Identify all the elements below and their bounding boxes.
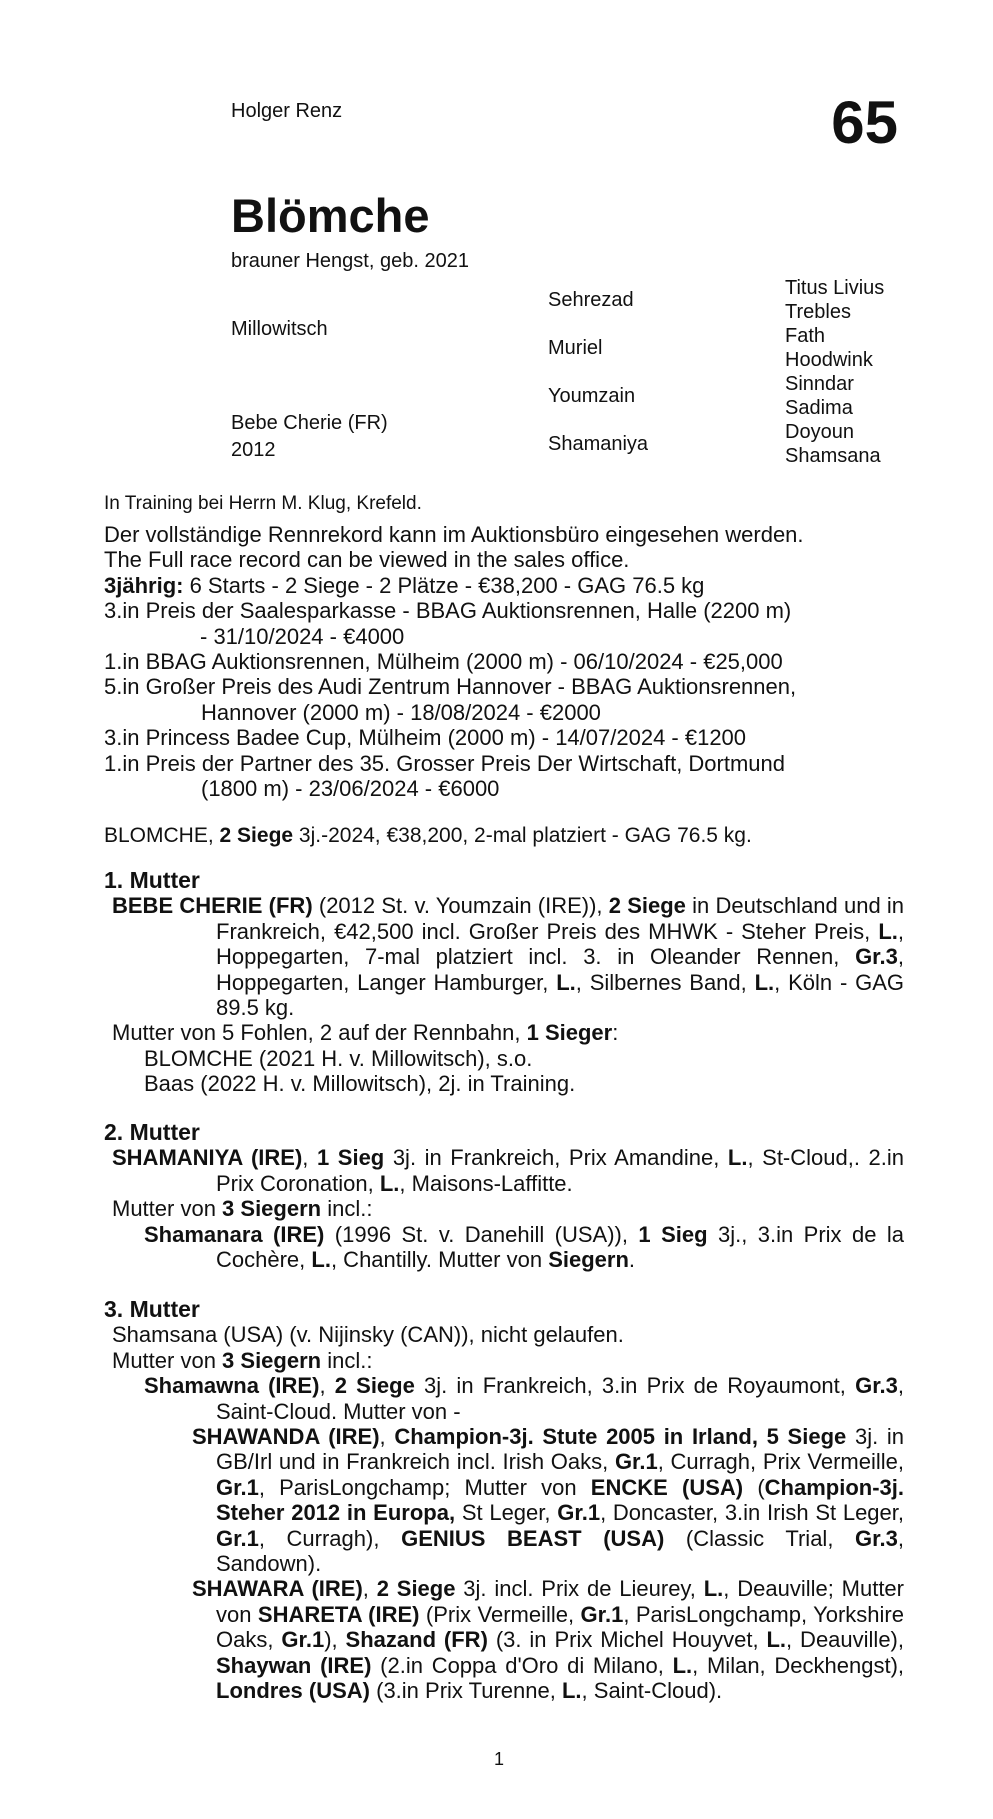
pedigree-gen3: Trebles xyxy=(785,301,851,323)
dam1-bold: L. xyxy=(754,969,775,995)
dam2-child-seg: . xyxy=(628,1247,636,1273)
summary-wins: 2 Siege xyxy=(219,824,294,847)
dam1-name: BEBE CHERIE (FR) xyxy=(112,893,313,919)
dam1-foal: Baas (2022 H. v. Millowitsch), 2j. in Training. xyxy=(144,1071,576,1097)
dam3-bold: Gr.1 xyxy=(216,1474,259,1500)
dam3-seg: (Classic Trial, xyxy=(664,1525,856,1551)
consignor-name: Holger Renz xyxy=(231,100,343,122)
dam3-bold: Champion-3j. Steher 2012 in Europa, xyxy=(216,1474,904,1526)
dam1-bold: L. xyxy=(556,969,576,995)
dam3-seg: , Deauville; Mutter von xyxy=(216,1576,904,1627)
dam3-bold: Gr.3 xyxy=(855,1373,898,1399)
dam3-bold: L. xyxy=(766,1627,787,1653)
dam3-seg: ), xyxy=(324,1627,346,1653)
dam3-seg: , xyxy=(379,1424,395,1450)
dam1-seg: , Köln - GAG 89.5 kg. xyxy=(216,969,904,1021)
dam3-seg: , Milan, Deckhengst), xyxy=(692,1652,905,1678)
page-number: 1 xyxy=(494,1749,505,1769)
dam2-name: SHAMANIYA (IRE) xyxy=(112,1145,303,1171)
age-stats: 6 Starts - 2 Siege - 2 Plätze - €38,200 - GAG 76.5 kg xyxy=(183,572,705,598)
dam1-seg: , Hoppegarten, 7-mal platziert incl. 3. in Oleander Rennen, xyxy=(216,918,904,970)
dam1-bold: L. xyxy=(878,918,898,944)
pedigree-dam: Bebe Cherie (FR) xyxy=(231,412,388,434)
dam1-foal: BLOMCHE (2021 H. v. Millowitsch), s.o. xyxy=(144,1045,533,1071)
dam3-seg: , Curragh, Prix Vermeille, xyxy=(657,1449,904,1475)
dam3-seg: 3j. in GB/Irl und in Frankreich incl. Irish Oaks, xyxy=(216,1424,904,1475)
dam3-bold: Champion-3j. Stute 2005 in Irland, 5 Siege xyxy=(394,1424,847,1450)
horse-description: brauner Hengst, geb. 2021 xyxy=(231,250,469,272)
dam3-bold: 2 Siege xyxy=(376,1576,456,1602)
dam2-section xyxy=(104,1120,904,1272)
dam1-heading: 1. Mutter xyxy=(104,867,200,893)
dam3-seg: ( xyxy=(743,1474,765,1500)
dam2-produce-pre: Mutter von xyxy=(112,1196,223,1222)
dam3-child-a xyxy=(104,1373,904,1424)
dam3-seg: (3. in Prix Michel Houyvet, xyxy=(487,1627,767,1653)
race-line-cont: - 31/10/2024 - €4000 xyxy=(200,623,405,649)
race-line: 5.in Großer Preis des Audi Zentrum Hannover - BBAG Auktionsrennen, xyxy=(104,674,797,700)
pedigree-gen2: Youmzain xyxy=(548,385,636,407)
dam3-grandchild-c xyxy=(104,1576,904,1703)
dam3-line1: Shamsana (USA) (v. Nijinsky (CAN)), nicht gelaufen. xyxy=(112,1322,624,1348)
dam2-produce-bold: 3 Siegern xyxy=(222,1196,322,1222)
dam2-produce xyxy=(104,1196,904,1221)
dam3-seg: (2.in Coppa d'Oro di Milano, xyxy=(371,1652,673,1678)
dam3-seg: St Leger, xyxy=(455,1500,558,1526)
dam2-heading: 2. Mutter xyxy=(104,1119,200,1145)
dam2-bold: L. xyxy=(379,1170,400,1196)
dam3-heading: 3. Mutter xyxy=(104,1296,200,1322)
dam1-text xyxy=(104,893,904,1020)
pedigree-gen3: Sadima xyxy=(785,397,853,419)
record-note-de: Der vollständige Rennrekord kann im Auktionsbüro eingesehen werden. xyxy=(104,522,804,547)
dam3-bold: SHARETA (IRE) xyxy=(257,1601,420,1627)
pedigree-gen3: Shamsana xyxy=(785,445,881,467)
dam3-bold: 2 Siege xyxy=(334,1373,415,1399)
dam1-seg: , Silbernes Band, xyxy=(575,969,755,995)
dam3-seg: , Sandown). xyxy=(216,1525,904,1577)
pedigree-gen3: Titus Livius xyxy=(785,277,885,299)
dam3-bold: Shaywan (IRE) xyxy=(216,1652,372,1678)
dam3-bold: L. xyxy=(672,1652,693,1678)
dam2-seg: 3j. in Frankreich, Prix Amandine, xyxy=(384,1145,728,1171)
dam1-produce-post: : xyxy=(612,1020,619,1046)
pedigree-dam-year: 2012 xyxy=(231,439,276,461)
dam3-seg: , ParisLongchamp, Yorkshire Oaks, xyxy=(216,1601,904,1653)
dam2-child-seg: 3j., 3.in Prix de la Cochère, xyxy=(216,1221,904,1273)
race-line: 1.in BBAG Auktionsrennen, Mülheim (2000 m) - 06/10/2024 - €25,000 xyxy=(104,649,783,675)
dam3-bold: L. xyxy=(703,1576,724,1602)
dam1-seg: in Deutschland und in Frankreich, €42,500 incl. Großer Preis des MHWK - Steher Preis, xyxy=(216,893,905,944)
dam2-child-bold: L. xyxy=(311,1247,331,1273)
pedigree-gen2: Muriel xyxy=(548,337,603,359)
race-record xyxy=(104,522,904,801)
pedigree-gen2: Sehrezad xyxy=(548,289,634,311)
dam3-bold: L. xyxy=(561,1678,582,1704)
pedigree-gen3: Hoodwink xyxy=(785,349,873,371)
dam1-section xyxy=(104,868,904,1097)
dam2-text xyxy=(104,1145,904,1196)
dam1-seg: (2012 St. v. Youmzain (IRE)), xyxy=(312,893,609,919)
dam3-bold: Gr.1 xyxy=(281,1627,325,1653)
dam2-seg: , St-Cloud,. 2.in Prix Coronation, xyxy=(216,1145,905,1196)
dam3-seg: , Curragh), xyxy=(258,1525,402,1551)
age-label: 3jährig: xyxy=(104,572,184,598)
dam3-produce xyxy=(104,1348,904,1373)
dam3-seg: , xyxy=(362,1576,377,1602)
dam3-seg: , Saint-Cloud. Mutter von - xyxy=(216,1373,905,1424)
pedigree-gen2: Shamaniya xyxy=(548,433,649,455)
dam3-seg: , Saint-Cloud). xyxy=(581,1678,723,1704)
dam2-child-name: Shamanara (IRE) xyxy=(144,1221,325,1247)
dam3-section xyxy=(104,1297,904,1704)
dam2-bold: L. xyxy=(727,1145,748,1171)
dam2-child-seg: (1996 St. v. Danehill (USA)), xyxy=(324,1221,639,1247)
dam3-produce-pre: Mutter von xyxy=(112,1347,223,1373)
dam3-seg: , Deauville), xyxy=(786,1627,904,1653)
dam3-seg: , xyxy=(319,1373,335,1399)
dam3-produce-post: incl.: xyxy=(321,1347,373,1373)
dam1-produce xyxy=(104,1020,904,1045)
dam3-seg: , Doncaster, 3.in Irish St Leger, xyxy=(600,1500,905,1526)
dam3-produce-bold: 3 Siegern xyxy=(222,1347,322,1373)
dam1-bold: 2 Siege xyxy=(608,893,686,919)
record-age-summary xyxy=(104,573,904,598)
dam2-child-seg: , Chantilly. Mutter von xyxy=(330,1247,549,1273)
dam1-bold: Gr.3 xyxy=(855,944,898,970)
dam3-bold: Gr.1 xyxy=(614,1449,658,1475)
pedigree-sire: Millowitsch xyxy=(231,318,328,340)
dam3-bold: Gr.1 xyxy=(216,1525,259,1551)
race-line: 3.in Preis der Saalesparkasse - BBAG Auktionsrennen, Halle (2200 m) xyxy=(104,598,792,624)
dam1-produce-pre: Mutter von 5 Fohlen, 2 auf der Rennbahn, xyxy=(112,1020,527,1046)
dam3-seg: 3j. incl. Prix de Lieurey, xyxy=(455,1576,704,1602)
dam3-bold: Shazand (FR) xyxy=(345,1627,488,1653)
dam2-seg: , Maisons-Laffitte. xyxy=(399,1170,573,1196)
horse-name: Blömche xyxy=(231,189,430,242)
dam3-grandchild-b xyxy=(104,1424,904,1576)
summary-prefix: BLOMCHE, xyxy=(104,824,220,847)
dam3-child-a-name: Shamawna (IRE) xyxy=(144,1373,320,1399)
dam2-seg: , xyxy=(302,1145,317,1171)
dam3-seg: (Prix Vermeille, xyxy=(419,1601,581,1627)
dam3-grandchild-c-name: SHAWARA (IRE) xyxy=(192,1576,363,1602)
summary-rest: 3j.-2024, €38,200, 2-mal platziert - GAG 76.5 kg. xyxy=(293,824,752,847)
training-info: In Training bei Herrn M. Klug, Krefeld. xyxy=(104,493,422,514)
dam3-grandchild-b-name: SHAWANDA (IRE) xyxy=(192,1424,380,1450)
pedigree-gen3: Fath xyxy=(785,325,826,347)
race-line-cont: (1800 m) - 23/06/2024 - €6000 xyxy=(201,776,500,802)
dam3-seg: 3j. in Frankreich, 3.in Prix de Royaumont, xyxy=(414,1373,856,1399)
lot-number: 65 xyxy=(831,89,898,156)
dam1-seg: , Hoppegarten, Langer Hamburger, xyxy=(216,944,904,995)
pedigree-gen3: Sinndar xyxy=(785,373,854,395)
career-summary xyxy=(104,824,752,848)
dam2-child-bold: 1 Sieg xyxy=(638,1221,708,1247)
dam3-bold: ENCKE (USA) xyxy=(590,1474,744,1500)
dam2-child-bold: Siegern xyxy=(548,1247,629,1273)
race-line-cont: Hannover (2000 m) - 18/08/2024 - €2000 xyxy=(201,699,601,725)
dam3-bold: Londres (USA) xyxy=(216,1678,370,1704)
dam1-produce-bold: 1 Sieger xyxy=(526,1020,613,1046)
dam3-bold: Gr.1 xyxy=(557,1500,601,1526)
dam2-child xyxy=(104,1222,904,1273)
dam2-produce-post: incl.: xyxy=(321,1196,373,1222)
pedigree-gen3: Doyoun xyxy=(785,421,854,443)
dam2-bold: 1 Sieg xyxy=(316,1145,385,1171)
dam3-seg: , ParisLongchamp; Mutter von xyxy=(258,1474,591,1500)
dam3-bold: Gr.1 xyxy=(580,1601,624,1627)
dam3-bold: GENIUS BEAST (USA) xyxy=(401,1525,665,1551)
race-line: 3.in Princess Badee Cup, Mülheim (2000 m) - 14/07/2024 - €1200 xyxy=(104,725,747,751)
race-line: 1.in Preis der Partner des 35. Grosser Preis Der Wirtschaft, Dortmund xyxy=(104,750,786,776)
dam3-bold: Gr.3 xyxy=(855,1525,898,1551)
dam3-seg: (3.in Prix Turenne, xyxy=(370,1678,562,1704)
record-note-en: The Full race record can be viewed in the sales office. xyxy=(104,547,630,573)
